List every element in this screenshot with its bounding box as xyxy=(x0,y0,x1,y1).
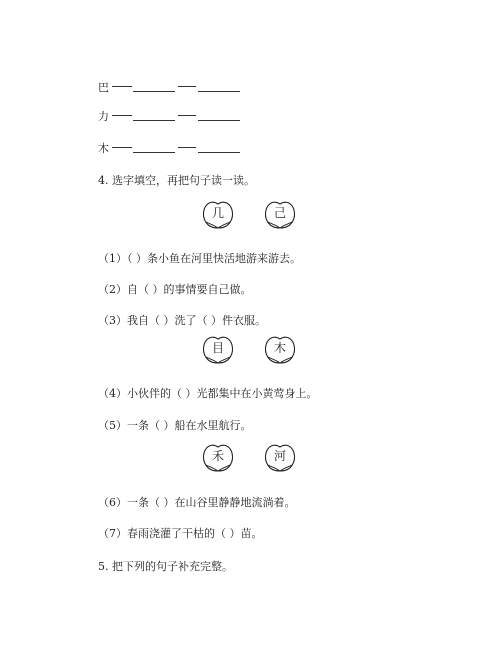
sentence-4: （4）小伙伴的（ ）光都集中在小黄莺身上。 xyxy=(98,387,318,400)
answer-blank[interactable] xyxy=(133,91,175,92)
sentence-7: （7）春雨浇灌了干枯的（ ）苗。 xyxy=(98,527,263,540)
peach-option xyxy=(200,198,236,232)
dash xyxy=(112,86,132,87)
sentence-6: （6）一条（ ）在山谷里静静地流淌着。 xyxy=(98,496,296,509)
chain-char: 巴 xyxy=(98,81,109,94)
peach-option xyxy=(262,333,298,367)
dash xyxy=(178,115,196,116)
q5-heading: 5. 把下列的句子补充完整。 xyxy=(98,560,233,573)
peach-option xyxy=(262,441,298,475)
answer-blank[interactable] xyxy=(198,91,240,92)
answer-blank[interactable] xyxy=(198,120,240,121)
peach-char: 目 xyxy=(211,341,224,355)
q4-heading: 4. 选字填空，再把句子读一读。 xyxy=(98,174,255,187)
answer-blank[interactable] xyxy=(198,152,240,153)
answer-blank[interactable] xyxy=(133,152,175,153)
answer-blank[interactable] xyxy=(133,120,175,121)
peach-char: 河 xyxy=(273,449,286,463)
chain-char: 力 xyxy=(98,110,109,123)
peach-option xyxy=(200,441,236,475)
dash xyxy=(112,115,132,116)
dash xyxy=(178,147,196,148)
peach-option xyxy=(200,333,236,367)
sentence-3: （3）我自（ ）洗了（ ）件衣服。 xyxy=(98,314,266,327)
chain-char: 木 xyxy=(98,142,109,155)
peach-option xyxy=(262,198,298,232)
peach-char: 几 xyxy=(211,206,224,220)
dash xyxy=(112,147,132,148)
peach-char: 己 xyxy=(273,206,286,220)
peach-char: 禾 xyxy=(211,449,224,463)
sentence-1: （1）（ ）条小鱼在河里快活地游来游去。 xyxy=(98,252,301,265)
sentence-2: （2）自（ ）的事情要自己做。 xyxy=(98,283,252,296)
sentence-5: （5）一条（ ）船在水里航行。 xyxy=(98,419,252,432)
dash xyxy=(178,86,196,87)
peach-char: 木 xyxy=(273,341,286,355)
